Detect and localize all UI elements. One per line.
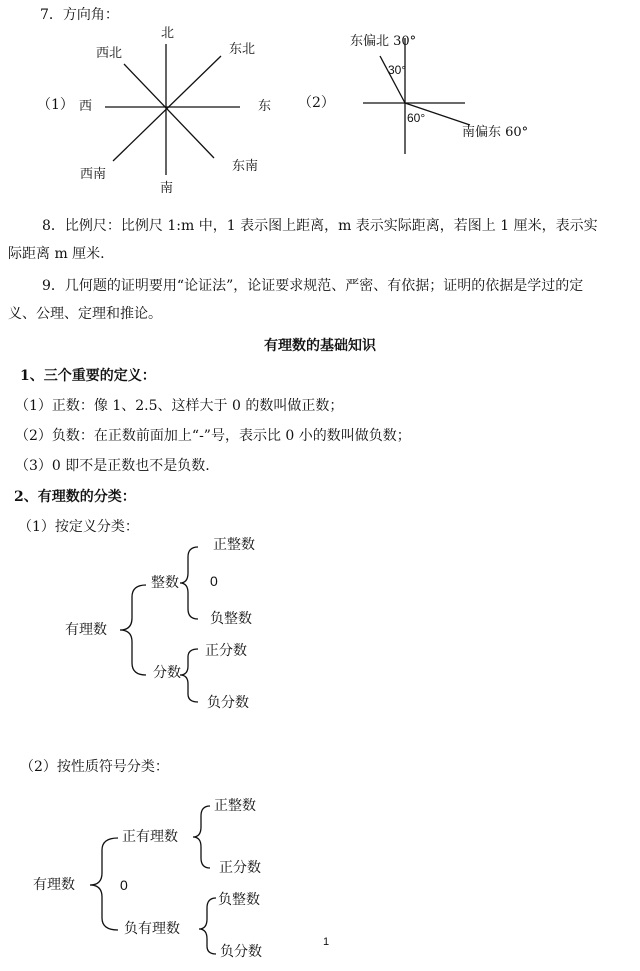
brace-fraction xyxy=(180,649,198,702)
compass-north-label: 北 xyxy=(161,26,175,41)
definition-positive: （1）正数：像 1、2.5、这样大于 0 的数叫做正数； xyxy=(15,398,344,414)
class2-title: （2）按性质符号分类： xyxy=(20,759,169,775)
compass-northwest-label: 西北 xyxy=(96,46,123,61)
class2-negative-integer: 负整数 xyxy=(218,892,260,908)
northeast-southwest-line xyxy=(113,56,221,161)
compass-west-label: 西 xyxy=(79,99,93,114)
direction-northeast-30-label: 东偏北 30° xyxy=(350,34,417,49)
class1-fraction: 分数 xyxy=(153,665,181,681)
class2-positive-integer: 正整数 xyxy=(214,798,256,814)
class1-negative-fraction: 负分数 xyxy=(207,695,249,711)
class1-title: （1）按定义分类： xyxy=(18,519,139,535)
brace-negative xyxy=(199,898,216,954)
brace-integer xyxy=(180,547,198,619)
class1-root: 有理数 xyxy=(65,622,107,638)
class1-zero: 0 xyxy=(210,573,218,589)
section7-title: 7．方向角： xyxy=(40,7,119,23)
class2-negative: 负有理数 xyxy=(124,921,180,937)
class1-negative-integer: 负整数 xyxy=(210,611,252,627)
compass-south-label: 南 xyxy=(160,181,174,196)
section8-line1: 8．比例尺：比例尺 1:m 中，1 表示图上距离，m 表示实际距离，若图上 1 厘米，表示实 xyxy=(42,218,598,234)
class1-positive-fraction: 正分数 xyxy=(205,643,247,659)
class2-positive: 正有理数 xyxy=(122,829,178,845)
compass-rose xyxy=(105,44,240,175)
fig2-label: （2） xyxy=(298,95,335,111)
section9-paragraph xyxy=(8,272,634,328)
angle-60-label: 60° xyxy=(407,111,426,125)
class2-positive-fraction: 正分数 xyxy=(219,860,261,876)
compass-southwest-label: 西南 xyxy=(80,167,107,182)
part2-title: 2、有理数的分类： xyxy=(14,489,136,505)
direction-angle-figure xyxy=(363,38,470,154)
class2-zero: 0 xyxy=(120,877,128,893)
section-heading: 有理数的基础知识 xyxy=(264,338,376,354)
northwest-southeast-line xyxy=(124,64,214,158)
class1-positive-integer: 正整数 xyxy=(213,537,255,553)
brace-positive xyxy=(193,806,210,868)
definition-zero: （3）0 即不是正数也不是负数. xyxy=(15,458,210,474)
section9-line1: 9．几何题的证明要用“论证法”，论证要求规范、严密、有依据；证明的依据是学过的定 xyxy=(42,278,584,294)
compass-northeast-label: 东北 xyxy=(229,42,256,57)
fig1-label: （1） xyxy=(37,97,74,113)
section8-line2: 际距离 m 厘米. xyxy=(8,246,105,262)
class1-integer: 整数 xyxy=(151,575,179,591)
direction-southeast-60-label: 南偏东 60° xyxy=(462,125,529,140)
definition-negative: （2）负数：在正数前面加上“-”号，表示比 0 小的数叫做负数； xyxy=(15,428,411,444)
angle-30-label: 30° xyxy=(388,63,407,77)
class2-negative-fraction: 负分数 xyxy=(220,944,262,960)
compass-southeast-label: 东南 xyxy=(232,159,259,174)
part1-title: 1、三个重要的定义： xyxy=(20,368,156,384)
compass-east-label: 东 xyxy=(258,99,272,114)
section9-line2: 义、公理、定理和推论。 xyxy=(8,306,162,322)
brace-root-1 xyxy=(120,585,146,675)
class2-root: 有理数 xyxy=(33,877,75,893)
brace-root-2 xyxy=(90,838,118,930)
page-number: 1 xyxy=(323,936,330,948)
section8-paragraph xyxy=(8,212,634,268)
